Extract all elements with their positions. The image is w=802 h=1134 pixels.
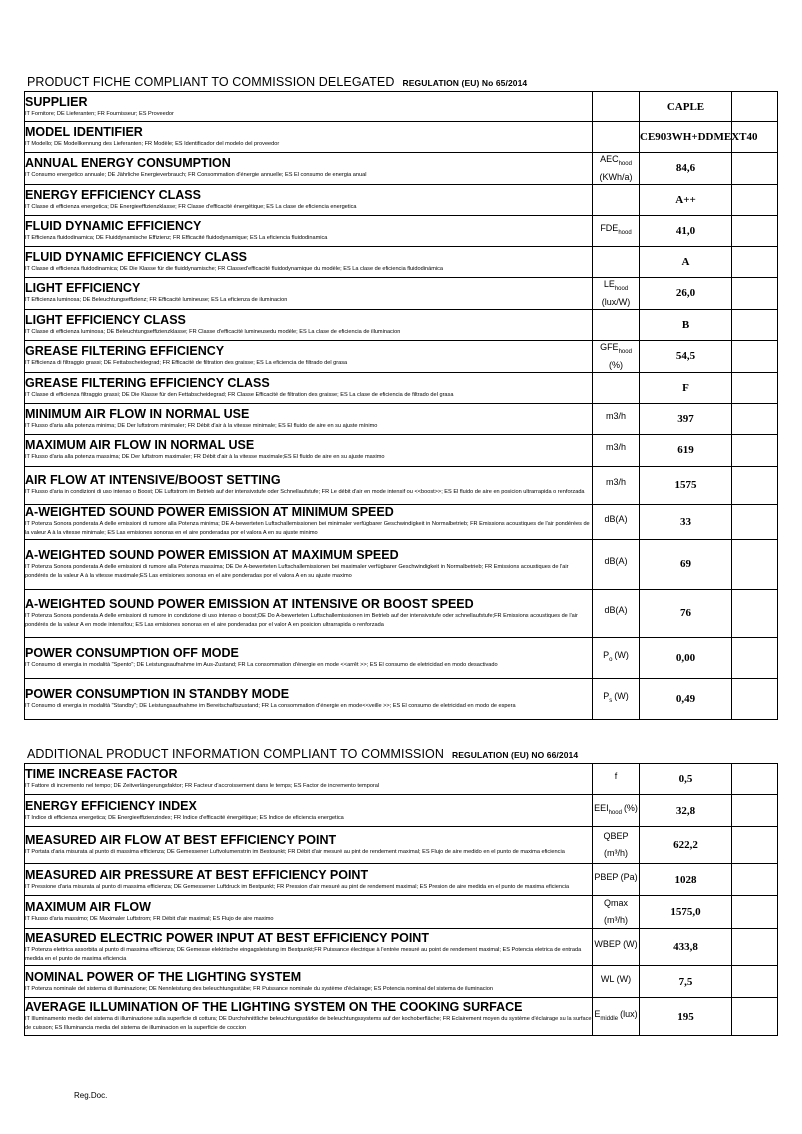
fiche-row [25, 184, 778, 215]
empty-cell [732, 966, 778, 998]
unit-line-2: (lux/W) [601, 296, 631, 307]
row-value: 0,5 [640, 764, 732, 795]
row-value: A [640, 246, 732, 277]
fiche-row [25, 122, 778, 153]
row-description [25, 153, 593, 185]
row-value: B [640, 309, 732, 340]
unit-symbol: dB(A) [604, 605, 628, 616]
row-description [25, 277, 593, 309]
section2-regulation: REGULATION (EU) NO 66/2014 [452, 750, 579, 760]
unit-symbol: EEI [594, 802, 609, 813]
row-value: F [640, 372, 732, 403]
unit-symbol: m3/h [605, 442, 626, 453]
unit-symbol: dB(A) [604, 513, 628, 524]
fiche-row [25, 864, 778, 896]
empty-cell [732, 92, 778, 122]
row-description [25, 215, 593, 246]
row-label: MODEL IDENTIFIER [25, 125, 143, 139]
row-translations: IT Illuminamento medio del sistema di illuminazione sulla superficie di cottura; DE Durchshnittliche beleuchtungsstärke de beleuchtungssystems auf der kochoberfläche; FR Eclairement moyen du système d'éclairage su la surface de cuisson; ES Illuminancia media del sistema de illuminacion en la superficie de coccion [25, 1016, 592, 1031]
fiche-row [25, 795, 778, 827]
row-description [25, 466, 593, 504]
row-translations: IT Flusso d'aria alla potenza massima; DE Der luftstrom maximaler; FR Débit d'air à la vitesse maximale;ES El fluido de aire en su ajuste maximo [25, 454, 385, 461]
row-label: GREASE FILTERING EFFICIENCY [25, 344, 225, 359]
unit-line-1 [603, 649, 613, 663]
row-unit [593, 340, 640, 372]
additional-info-table [24, 763, 778, 1036]
row-translations: IT Indice di efficienza energetica; DE Energieeffizienzindex; FR Indice d'efficacité énergétique; ES Indice de eficiencia energetica [25, 814, 344, 821]
fiche-row [25, 827, 778, 864]
unit-subscript: s [609, 697, 613, 704]
row-translations: IT Consumo di energia in modalità "Standby"; DE Leistungsaufnahme im Bereitschaftszustand; FR La consommation d'énergie en mode<<veille >>; ES El consumo de eletricidad en modo de espera [25, 702, 516, 709]
row-unit [593, 795, 640, 827]
unit-line-1 [594, 802, 622, 816]
unit-line-1 [593, 513, 639, 531]
unit-subscript: o [609, 656, 613, 663]
empty-cell [732, 504, 778, 539]
empty-cell [732, 372, 778, 403]
row-value: 0,49 [640, 678, 732, 719]
row-description [25, 434, 593, 466]
row-description [25, 929, 593, 966]
row-translations: IT Consumo di energia in modalità "Spento"; DE Leistungsaufnahme im Aus-Zustand; FR La consommation d'énergie en mode <<arrêt >>; ES El consumo de eletricidad en modo desactivado [25, 661, 498, 668]
row-value: 54,5 [640, 340, 732, 372]
row-description [25, 896, 593, 929]
row-unit [593, 764, 640, 795]
empty-cell [732, 678, 778, 719]
unit-subscript: middle [600, 1015, 619, 1022]
fiche-row [25, 434, 778, 466]
row-value: 1575,0 [640, 896, 732, 929]
row-label: AIR FLOW AT INTENSIVE/BOOST SETTING [25, 473, 281, 488]
section1-title-text: PRODUCT FICHE COMPLIANT TO COMMISSION DELEGATED [27, 75, 395, 89]
empty-cell [732, 827, 778, 864]
row-label: A-WEIGHTED SOUND POWER EMISSION AT INTENSIVE OR BOOST SPEED [25, 596, 474, 611]
unit-symbol: GFE [600, 341, 619, 352]
unit-line-2: (%) [623, 802, 638, 813]
row-label: FLUID DYNAMIC EFFICIENCY [25, 218, 202, 233]
row-value: 26,0 [640, 277, 732, 309]
row-label: A-WEIGHTED SOUND POWER EMISSION AT MAXIMUM SPEED [25, 547, 399, 562]
row-label: ENERGY EFFICIENCY INDEX [25, 798, 197, 813]
unit-subscript: hood [618, 229, 632, 236]
row-translations: IT Potenza nominale del sistema di illuminazione; DE Nennleistung des beleuchtungsstäbe; FR Puissance nominale du système d'éclairage; ES Potencia nominal del sistema de iluminacion [25, 985, 493, 992]
unit-line-1 [593, 830, 639, 848]
unit-line-2: (W) [614, 690, 629, 701]
fiche-row [25, 589, 778, 637]
row-unit [593, 215, 640, 246]
unit-line-2: (m³/h) [604, 848, 628, 859]
row-label: GREASE FILTERING EFFICIENCY CLASS [25, 375, 270, 390]
row-description [25, 184, 593, 215]
unit-line-1 [593, 897, 639, 915]
fiche-row [25, 466, 778, 504]
unit-symbol: f [614, 771, 618, 782]
row-label: POWER CONSUMPTION IN STANDBY MODE [25, 686, 290, 701]
empty-cell [732, 998, 778, 1036]
product-fiche-table [24, 91, 778, 720]
row-description [25, 403, 593, 434]
row-label: FLUID DYNAMIC EFFICIENCY CLASS [25, 249, 247, 264]
empty-cell [732, 246, 778, 277]
row-translations: IT Efficienza luminosa; DE Beleuchtungseffizienz; FR Efficacité lumineuse; ES La eficienza de iluminacion [25, 297, 288, 304]
empty-cell [732, 403, 778, 434]
unit-symbol: P [603, 649, 610, 660]
unit-line-1 [593, 770, 639, 788]
row-label: MEASURED AIR FLOW AT BEST EFFICIENCY POINT [25, 833, 337, 847]
fiche-row [25, 966, 778, 998]
unit-symbol: dB(A) [604, 556, 628, 567]
fiche-row [25, 929, 778, 966]
row-label: NOMINAL POWER OF THE LIGHTING SYSTEM [25, 969, 302, 984]
row-label: MINIMUM AIR FLOW IN NORMAL USE [25, 406, 250, 421]
fiche-row [25, 539, 778, 589]
row-value: 397 [640, 403, 732, 434]
unit-line-2: (m³/h) [604, 915, 628, 926]
row-description [25, 92, 593, 122]
row-description [25, 340, 593, 372]
row-unit [593, 504, 640, 539]
row-unit [593, 864, 640, 896]
unit-line-1 [593, 222, 639, 240]
section1-title [27, 75, 527, 89]
unit-symbol: AEC [600, 154, 619, 164]
row-value: 619 [640, 434, 732, 466]
row-translations: IT Pressione d'aria misurata al punto di massima efficienza; DE Gemessener Luftdruck im Bestpunkt; FR Pression d'air mesuré au pint de rendement maximal; ES Presion de aire medida en el punto de maxima eficiencia [25, 883, 570, 890]
row-value: A++ [640, 184, 732, 215]
row-translations: IT Efficienza fluidodinamica; DE Fluiddynamische Effizienz; FR Efficacité fluidodynamique; ES La eficiencia fluidodinamica [25, 234, 328, 241]
row-unit [593, 827, 640, 864]
row-description [25, 637, 593, 678]
row-translations: IT Fattore di incremento nel tempo; DE Zeitverlängerungsfaktor; FR Facteur d'accroissement dans le temps; ES Factor de incremento temporal [25, 783, 380, 789]
row-translations: IT Flusso d'aria in condizioni di uso intenso o Boost; DE Luftstrom im Betrieb auf der intensivstufe oder Schnellaufstufe; FR Le débit d'air en mode intensif ou <<boost>>; ES El fluido de aire en posicion ultrarrapida o renforzada [25, 489, 585, 496]
unit-line-2: (KWh/a) [599, 171, 633, 182]
row-unit [593, 434, 640, 466]
empty-cell [732, 764, 778, 795]
empty-cell [732, 309, 778, 340]
row-translations: IT Classe di efficienza energetica; DE Energieeffizienzklasse; FR Classe d'efficacité énergétique; ES La clase de eficiencia energetica [25, 203, 357, 210]
row-label: TIME INCREASE FACTOR [25, 767, 178, 781]
row-value: CE903WH+DDMEXT40 [640, 122, 732, 153]
unit-symbol: PBEP (Pa) [594, 871, 638, 882]
section2-title-text: ADDITIONAL PRODUCT INFORMATION COMPLIANT TO COMMISSION [27, 747, 445, 761]
empty-cell [732, 434, 778, 466]
fiche-row [25, 403, 778, 434]
unit-line-2: (%) [609, 359, 623, 370]
row-value: 33 [640, 504, 732, 539]
empty-cell [732, 340, 778, 372]
section2-title [27, 747, 578, 761]
fiche-row [25, 215, 778, 246]
empty-cell [732, 637, 778, 678]
unit-symbol: E [594, 1008, 601, 1019]
unit-symbol: Qmax [603, 897, 628, 908]
fiche-row [25, 372, 778, 403]
row-value: 41,0 [640, 215, 732, 246]
unit-subscript: hood [618, 348, 632, 355]
row-unit [593, 122, 640, 153]
row-value: 1028 [640, 864, 732, 896]
row-value: 622,2 [640, 827, 732, 864]
row-description [25, 764, 593, 795]
unit-symbol: m3/h [605, 410, 626, 421]
row-description [25, 795, 593, 827]
empty-cell [732, 215, 778, 246]
row-unit [593, 966, 640, 998]
row-unit [593, 246, 640, 277]
row-label: MEASURED ELECTRIC POWER INPUT AT BEST EFFICIENCY POINT [25, 930, 429, 945]
fiche-row [25, 153, 778, 185]
row-value: 69 [640, 539, 732, 589]
unit-line-1 [593, 938, 639, 956]
unit-symbol: LE [603, 278, 615, 289]
row-label: POWER CONSUMPTION OFF MODE [25, 645, 239, 660]
row-translations: IT Classe di efficienza luminosa; DE Beleuchtungseffizienzklasse; FR Classe d'efficacité lumineusedu modèle; ES La clase de eficiencia de illuminacion [25, 328, 401, 335]
unit-line-1 [593, 278, 639, 296]
row-unit [593, 998, 640, 1036]
row-value: 7,5 [640, 966, 732, 998]
unit-subscript: hood [618, 160, 632, 167]
row-unit [593, 589, 640, 637]
fiche-row [25, 764, 778, 795]
row-translations: IT Flusso d'aria alla potenza minima; DE Der luftstrom minimaler; FR Débit d'air à la vitesse minimale; ES El fluido de aire en su ajuste mínimo [25, 422, 378, 429]
row-unit [593, 539, 640, 589]
empty-cell [732, 466, 778, 504]
fiche-row [25, 678, 778, 719]
row-translations: IT Potenza Sonora ponderata A delle emissioni di rumore alla Potenza massima; DE De A-bewerteten Luftschallemissionen bei maximaler verfügbarer Geschwindigkeit in Normalbetrieb; FR Emissions acoustiques de l'air pondérés de la valeur A à la vitesse maximale;ES Las emisiones sonoras en el aire ponderadas por el valora A en su ajuste maximo [25, 563, 569, 579]
unit-line-1 [593, 153, 639, 171]
empty-cell [732, 864, 778, 896]
fiche-row [25, 896, 778, 929]
row-translations: IT Fornitore; DE Lieferanten; FR Fournisseur; ES Proveedor [25, 110, 174, 117]
row-label: LIGHT EFFICIENCY [25, 281, 141, 296]
row-unit [593, 277, 640, 309]
row-description [25, 309, 593, 340]
fiche-row [25, 637, 778, 678]
fiche-row [25, 340, 778, 372]
row-unit [593, 403, 640, 434]
row-description [25, 246, 593, 277]
row-unit [593, 372, 640, 403]
unit-line-1 [594, 1008, 619, 1022]
empty-cell [732, 153, 778, 185]
footer-reg-doc: Reg.Doc. [74, 1091, 108, 1100]
unit-subscript: hood [608, 809, 622, 816]
row-unit [593, 92, 640, 122]
row-translations: IT Portata d'aria misurata al punto di massima efficienza; DE Gemessener Luftvolumenstrin im Bestounkt; FR Débit d'air mesuré au pint de rendement maximal; ES Flujo de aire medido en el punto de maxima eficiencia [25, 849, 565, 855]
unit-line-1 [603, 690, 613, 704]
unit-line-1 [593, 555, 639, 573]
row-value: 84,6 [640, 153, 732, 185]
row-value: 433,8 [640, 929, 732, 966]
fiche-row [25, 246, 778, 277]
fiche-row [25, 309, 778, 340]
empty-cell [732, 539, 778, 589]
row-label: A-WEIGHTED SOUND POWER EMISSION AT MINIMUM SPEED [25, 505, 394, 520]
unit-line-2: (W) [614, 649, 629, 660]
unit-symbol: WL (W) [600, 973, 632, 984]
unit-line-1 [593, 604, 639, 622]
row-description [25, 504, 593, 539]
row-description [25, 678, 593, 719]
unit-symbol: FDE [600, 222, 619, 233]
row-translations: IT Classe di efficienza fluidodinamica; DE Die Klasse für die fluiddynamische; FR Classed'efficacité fluidodynamique du modèle; ES La clase de eficiencia fluidodinámica [25, 265, 444, 272]
row-description [25, 966, 593, 998]
empty-cell [732, 589, 778, 637]
unit-line-1 [593, 410, 639, 428]
unit-line-1 [593, 973, 639, 991]
row-label: ANNUAL ENERGY CONSUMPTION [25, 156, 231, 171]
empty-cell [732, 795, 778, 827]
row-unit [593, 184, 640, 215]
empty-cell [732, 929, 778, 966]
row-description [25, 827, 593, 864]
row-unit [593, 678, 640, 719]
row-value: 76 [640, 589, 732, 637]
row-translations: IT Potenza Sonora ponderata A delle emissioni di rumore alla Potenza minima; DE A-bewerteten Luftschallemissionen bei minimaler verfügbarer Geschwindigkeit in Normalbetrieb; FR Emissions acoustiques de l'air pondérées de la valeur A à la vitesse minimale; ES Las emisiones sonoras en el aire ponderadas por el valora A en su ajuste minimo [25, 521, 590, 537]
empty-cell [732, 896, 778, 929]
fiche-row [25, 504, 778, 539]
unit-line-1 [593, 476, 639, 494]
fiche-row [25, 998, 778, 1036]
unit-line-1 [593, 341, 639, 359]
row-label: MAXIMUM AIR FLOW [25, 900, 151, 914]
row-description [25, 539, 593, 589]
row-description [25, 998, 593, 1036]
row-translations: IT Consumo energetico annuale; DE Jährliche Energieverbrauch; FR Consommation d'énergie annuelle; ES El consumo de energia anual [25, 172, 367, 179]
row-unit [593, 309, 640, 340]
row-label: LIGHT EFFICIENCY CLASS [25, 312, 186, 327]
row-value: 195 [640, 998, 732, 1036]
row-unit [593, 896, 640, 929]
row-label: MEASURED AIR PRESSURE AT BEST EFFICIENCY POINT [25, 867, 369, 882]
row-description [25, 372, 593, 403]
unit-symbol: QBEP [603, 830, 629, 841]
row-label: SUPPLIER [25, 94, 88, 109]
unit-symbol: m3/h [605, 477, 626, 488]
unit-line-2: (lux) [620, 1008, 638, 1019]
row-label: ENERGY EFFICIENCY CLASS [25, 187, 201, 202]
row-value: CAPLE [640, 92, 732, 122]
row-label: AVERAGE ILLUMINATION OF THE LIGHTING SYSTEM ON THE COOKING SURFACE [25, 1000, 523, 1014]
row-description [25, 864, 593, 896]
empty-cell [732, 184, 778, 215]
row-translations: IT Potenza elettrica assorbita al punto di massima efficienza; DE Gemesse elektrische eingagsleistung im Bestpunkt;FR Puissance électrique à l'entrée mesuré au point de rendement maximal; ES Potencia eletrica de entrada medida en el punto de maxima eficiencia [25, 946, 582, 962]
empty-cell [732, 277, 778, 309]
unit-subscript: hood [614, 285, 629, 292]
row-translations: IT Flusso d'aria massimo; DE Maximaler Luftstrom; FR Débit d'air maximal; ES Flujo de aire maximo [25, 916, 274, 922]
row-unit [593, 637, 640, 678]
row-unit [593, 153, 640, 185]
row-unit [593, 466, 640, 504]
row-unit [593, 929, 640, 966]
row-description [25, 122, 593, 153]
row-value: 1575 [640, 466, 732, 504]
row-translations: IT Modello; DE Modellkennung des Lieferanten; FR Modèle; ES Identificador del modelo del proveedor [25, 141, 280, 147]
row-description [25, 589, 593, 637]
unit-symbol: WBEP (W) [594, 939, 638, 950]
row-translations: IT Potenza Sonora ponderata A delle emissioni di rumore in condizione di uso intenso o boost;DE Do A-bewerteten Luftschallemissionen im Betrieb auf der intensivstufe oder schnellaufstufe;FR Emissions acoustiques de l'air pondérés de la valeur A en mode intensifou; ES Las emisiones sonoras en el aire ponderadas por el valor A en posicion ultrarrapida o renforzada [25, 612, 578, 628]
row-translations: IT Efficienza di filtraggio grassi; DE Fettabscheidegrad; FR Efficacité de filtration des graisse; ES La eficiencia de filtrado del grasa [25, 360, 348, 367]
row-label: MAXIMUM AIR FLOW IN NORMAL USE [25, 438, 255, 453]
fiche-row [25, 92, 778, 122]
section1-regulation: REGULATION (EU) No 65/2014 [402, 78, 528, 88]
unit-symbol: P [603, 690, 610, 701]
unit-line-1 [593, 871, 639, 889]
row-value: 0,00 [640, 637, 732, 678]
fiche-row [25, 277, 778, 309]
row-value: 32,8 [640, 795, 732, 827]
row-translations: IT Classe di efficienza filtraggio grassi; DE Die Klasse für den Fettabscheidegrad; FR Classe Efficacité de filtration des graisse; ES La clase de eficiencia de filtrado del grasa [25, 391, 454, 398]
unit-line-1 [593, 441, 639, 459]
